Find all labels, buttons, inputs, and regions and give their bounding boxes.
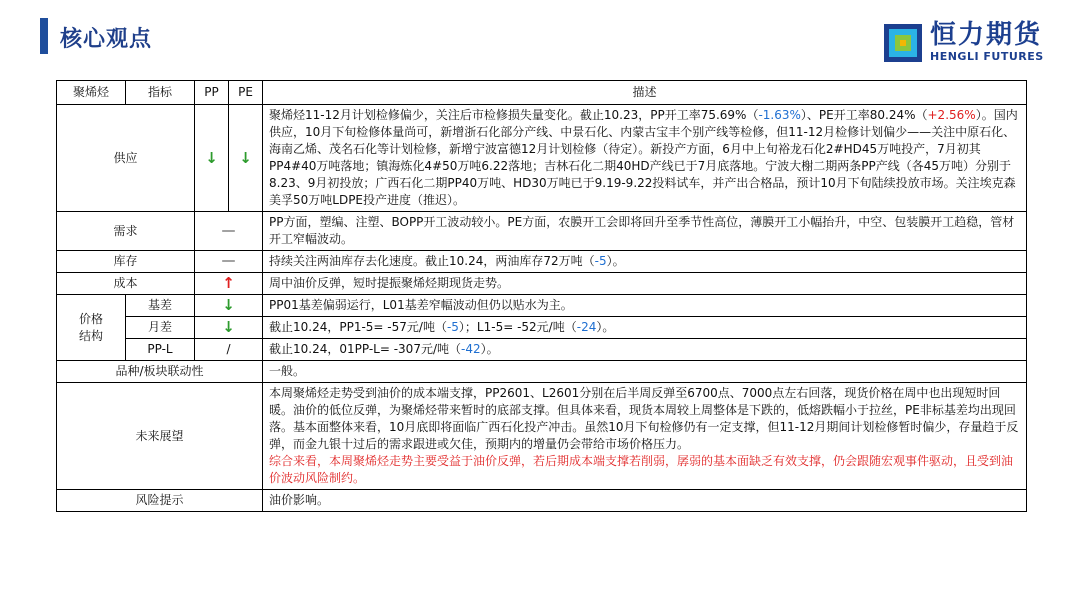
pp-rate-change: -1.63% <box>758 108 801 122</box>
header-category: 聚烯烃 <box>57 81 126 105</box>
cost-up-arrow-icon: ↑ <box>195 273 263 295</box>
table-row <box>57 251 1027 273</box>
basis-desc: PP01基差偏弱运行，L01基差窄幅波动但仍以贴水为主。 <box>263 295 1027 317</box>
table-row <box>57 295 1027 317</box>
cost-desc: 周中油价反弹，短时提振聚烯烃期现货走势。 <box>263 273 1027 295</box>
supply-pe-down-arrow-icon: ↓ <box>229 105 263 212</box>
ppl-desc: 截止10.24，01PP-L= -307元/吨（-42）。 <box>263 339 1027 361</box>
inventory-change: -5 <box>594 254 607 268</box>
pp-spread-change: -5 <box>446 320 459 334</box>
pe-rate-change: +2.56% <box>927 108 976 122</box>
header-indicator: 指标 <box>126 81 195 105</box>
company-logo <box>884 20 1054 66</box>
price-structure-label: 价格 结构 <box>57 295 126 361</box>
header-pp: PP <box>195 81 229 105</box>
demand-neutral-icon: — <box>195 212 263 251</box>
hengli-logo-icon <box>884 24 922 62</box>
table-header-row <box>57 81 1027 105</box>
supply-desc: 聚烯烃11-12月计划检修偏少，关注后市检修损失量变化。截止10.23，PP开工率75.69%（-1.63%）、PE开工率80.24%（+2.56%）。国内供应，10月下旬检修体量尚可，新增浙石化部分产线、中景石化、内蒙古宝丰个别产线等检修，但11-12月检修计划偏少——关注中原石化、海南乙烯、茂名石化等计划检修，新增宁波富德12月计划检修（待定）。新投产方面，6月中上旬裕龙石化2#HD45万吨投产，7月初其PP4#40万吨落地；镇海炼化4#50万吨6.22落地；吉林石化二期40HD产线已于7月底落地。宁波大榭二期两条PP产线（各45万吨）分别于8.23、9月初投放；广西石化二期PP40万吨、HD30万吨已于9.19-9.22投料试车，并产出合格品，预计10月下旬陆续投放市场。关注埃克森美孚50万吨LDPE投产进度（推迟）。 <box>263 105 1027 212</box>
table-row <box>57 273 1027 295</box>
supply-label: 供应 <box>57 105 195 212</box>
spread-label: 月差 <box>126 317 195 339</box>
table-row <box>57 212 1027 251</box>
outlook-summary: 综合来看，本周聚烯烃走势主要受益于油价反弹，若后期成本端支撑若削弱，孱弱的基本面缺乏有效支撑，仍会跟随宏观事件驱动，且受到油价波动风险制约。 <box>269 454 1014 485</box>
logo-chinese-name: 恒力期货 <box>930 20 1043 50</box>
linkage-label: 品种/板块联动性 <box>57 361 263 383</box>
ppl-mark: / <box>195 339 263 361</box>
inventory-label: 库存 <box>57 251 195 273</box>
table-row <box>57 105 1027 212</box>
risk-label: 风险提示 <box>57 490 263 512</box>
header-pe: PE <box>229 81 263 105</box>
table-row <box>57 317 1027 339</box>
table-row <box>57 361 1027 383</box>
page-title: 核心观点 <box>60 27 153 52</box>
inventory-desc: 持续关注两油库存去化速度。截止10.24，两油库存72万吨（-5）。 <box>263 251 1027 273</box>
demand-label: 需求 <box>57 212 195 251</box>
outlook-label: 未来展望 <box>57 383 263 490</box>
title-accent-bar <box>40 18 48 54</box>
table-row <box>57 490 1027 512</box>
spread-down-arrow-icon: ↓ <box>195 317 263 339</box>
linkage-desc: 一般。 <box>263 361 1027 383</box>
inventory-neutral-icon: — <box>195 251 263 273</box>
logo-english-name: HENGLI FUTURES <box>930 50 1044 63</box>
cost-label: 成本 <box>57 273 195 295</box>
l-spread-change: -24 <box>576 320 597 334</box>
supply-pp-down-arrow-icon: ↓ <box>195 105 229 212</box>
spread-desc: 截止10.24，PP1-5= -57元/吨（-5）；L1-5= -52元/吨（-24）。 <box>263 317 1027 339</box>
header-desc: 描述 <box>263 81 1027 105</box>
ppl-change: -42 <box>461 342 481 356</box>
core-view-table <box>56 80 1027 512</box>
table-row <box>57 339 1027 361</box>
basis-down-arrow-icon: ↓ <box>195 295 263 317</box>
outlook-desc: 本周聚烯烃走势受到油价的成本端支撑，PP2601、L2601分别在后半周反弹至6700点、7000点左右回落，现货价格在周中也出现短时回暖。油价的低位反弹，为聚烯烃带来暂时的底部支撑。但具体来看，现货本周较上周整体是下跌的，低熔跌幅小于拉丝，PE非标基差均出现回落。基本面整体来看，10月底即将面临广西石化投产冲击。虽然10月下旬检修仍有一定支撑，但11-12月期间计划检修暂时偏少，存量趋于反弹，而金九银十过后的需求跟进或欠佳，预期内的增量仍会带给市场价格压力。 综合来看，本周聚烯烃走势主要受益于油价反弹，若后期成本端支撑若削弱，孱弱的基本面缺乏有效支撑，仍会跟随宏观事件驱动，且受到油价波动风险制约。 <box>263 383 1027 490</box>
table-row <box>57 383 1027 490</box>
basis-label: 基差 <box>126 295 195 317</box>
ppl-label: PP-L <box>126 339 195 361</box>
risk-desc: 油价影响。 <box>263 490 1027 512</box>
demand-desc: PP方面，塑编、注塑、BOPP开工波动较小。PE方面，农膜开工会即将回升至季节性高位，薄膜开工小幅抬升，中空、包装膜开工趋稳，管材开工窄幅波动。 <box>263 212 1027 251</box>
